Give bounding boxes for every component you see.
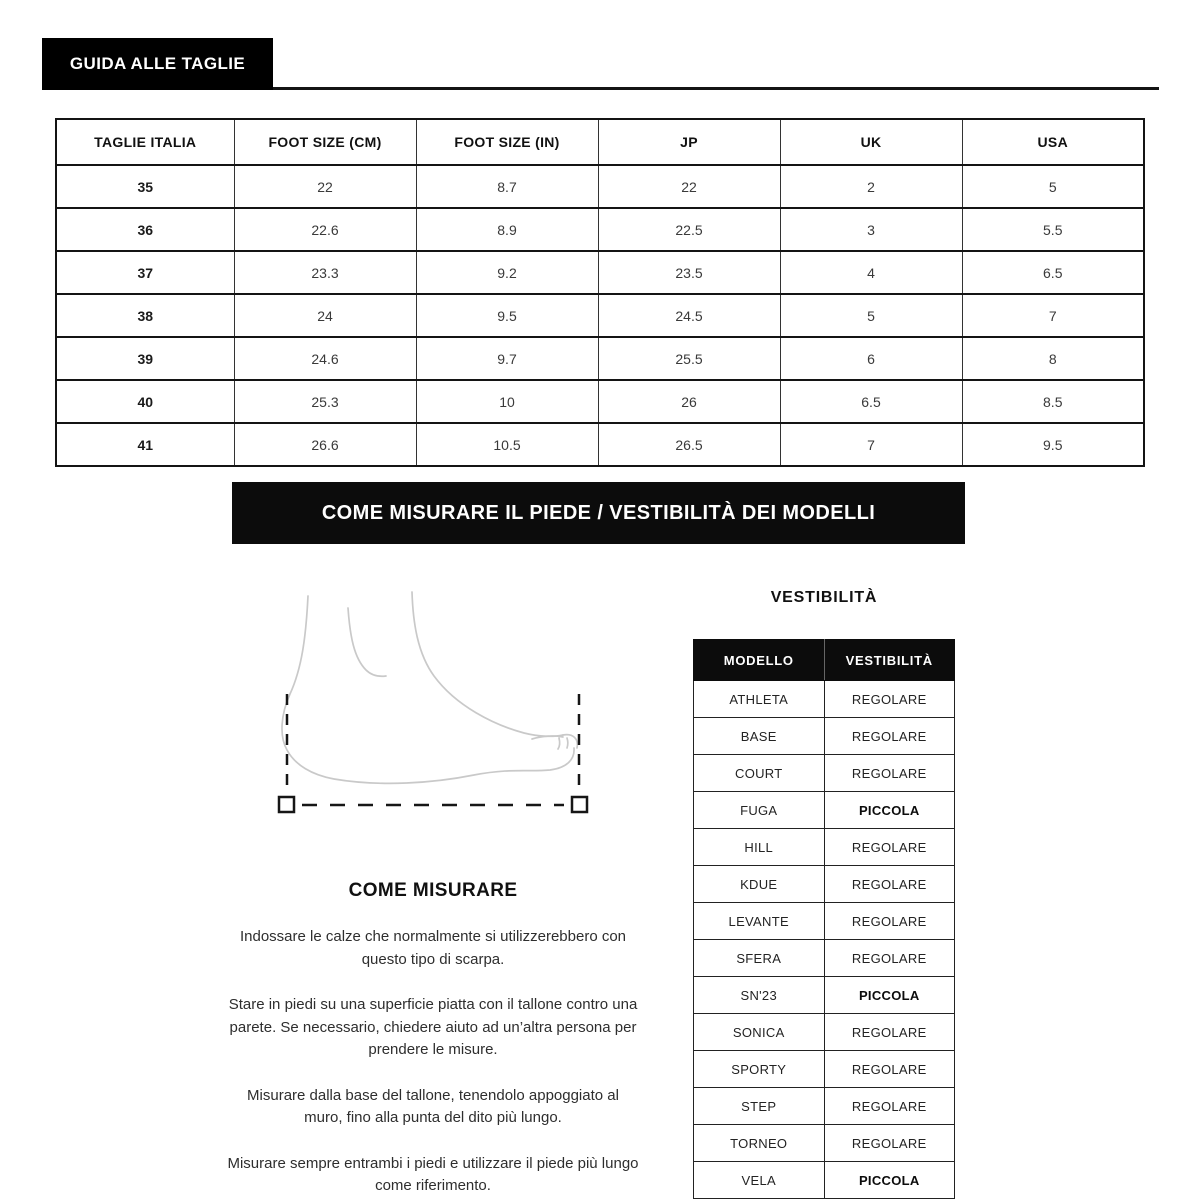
cell-size-it: 36 [56,208,234,251]
fit-model: SN'23 [694,977,825,1014]
fit-row [694,792,955,829]
col-header-usa: USA [962,119,1144,165]
cell-uk: 7 [780,423,962,466]
fit-model: SPORTY [694,1051,825,1088]
tab-guida-alle-taglie[interactable] [42,38,273,90]
fit-row [694,681,955,718]
table-row [56,294,1144,337]
tab-label: GUIDA ALLE TAGLIE [69,54,246,73]
fit-row [694,977,955,1014]
fit-model: KDUE [694,866,825,903]
foot-measurement-illustration [266,586,600,837]
table-row [56,251,1144,294]
left-measure-marker [279,797,294,812]
fit-model: ATHLETA [694,681,825,718]
fit-model: SFERA [694,940,825,977]
fit-section-title: VESTIBILITÀ [770,589,878,606]
cell-usa: 7 [962,294,1144,337]
cell-cm: 22 [234,165,416,208]
cell-usa: 5 [962,165,1144,208]
fit-model: COURT [694,755,825,792]
fit-header-row [694,640,955,681]
fit-table [693,639,955,1199]
cell-in: 8.9 [416,208,598,251]
fit-row [694,755,955,792]
cell-jp: 26.5 [598,423,780,466]
cell-in: 10 [416,380,598,423]
fit-model: VELA [694,1162,825,1199]
fit-row [694,866,955,903]
cell-size-it: 41 [56,423,234,466]
measure-paragraph-4: Misurare sempre entrambi i piedi e utilizzare il piede più lungo come riferimento. [227,1154,639,1194]
fit-value: REGOLARE [824,829,955,866]
col-header-taglie-italia: TAGLIE ITALIA [56,119,234,165]
cell-in: 9.7 [416,337,598,380]
cell-jp: 26 [598,380,780,423]
cell-cm: 26.6 [234,423,416,466]
fit-value: REGOLARE [824,681,955,718]
fit-value: REGOLARE [824,1014,955,1051]
col-header-jp: JP [598,119,780,165]
col-header-foot-size-cm: FOOT SIZE (CM) [234,119,416,165]
fit-row [694,718,955,755]
fit-value: REGOLARE [824,940,955,977]
table-header-row [56,119,1144,165]
fit-row [694,1051,955,1088]
cell-usa: 6.5 [962,251,1144,294]
cell-jp: 25.5 [598,337,780,380]
table-row [56,165,1144,208]
cell-jp: 24.5 [598,294,780,337]
fit-value: REGOLARE [824,1051,955,1088]
fit-col-header-modello: MODELLO [694,640,825,681]
measure-paragraph-2: Stare in piedi su una superficie piatta con il tallone contro una parete. Se necessario, chiedere aiuto ad un’altra persona per prendere le misure. [228,996,638,1058]
fit-value: REGOLARE [824,1125,955,1162]
fit-value: REGOLARE [824,718,955,755]
fit-row [694,940,955,977]
cell-cm: 24 [234,294,416,337]
fit-model: LEVANTE [694,903,825,940]
table-row [56,337,1144,380]
fit-value: PICCOLA [824,977,955,1014]
fit-model: STEP [694,1088,825,1125]
cell-size-it: 37 [56,251,234,294]
fit-row [694,903,955,940]
foot-outline [282,592,577,783]
cell-jp: 23.5 [598,251,780,294]
measure-paragraph-1: Indossare le calze che normalmente si utilizzerebbero con questo tipo di scarpa. [239,928,627,968]
fit-row [694,1088,955,1125]
fit-row [694,829,955,866]
cell-in: 9.2 [416,251,598,294]
cell-cm: 24.6 [234,337,416,380]
foot-outline-drawing [266,586,600,832]
cell-cm: 22.6 [234,208,416,251]
fit-value: PICCOLA [824,1162,955,1199]
fit-col-header-vestibilita: VESTIBILITÀ [824,640,955,681]
fit-value: REGOLARE [824,903,955,940]
fit-value: REGOLARE [824,755,955,792]
fit-model: HILL [694,829,825,866]
cell-cm: 25.3 [234,380,416,423]
cell-size-it: 39 [56,337,234,380]
cell-uk: 3 [780,208,962,251]
cell-usa: 8.5 [962,380,1144,423]
cell-cm: 23.3 [234,251,416,294]
fit-row [694,1125,955,1162]
table-row [56,208,1144,251]
cell-size-it: 40 [56,380,234,423]
cell-in: 10.5 [416,423,598,466]
fit-value: REGOLARE [824,866,955,903]
cell-uk: 6.5 [780,380,962,423]
how-to-measure-title: COME MISURARE [348,880,518,901]
fit-model: TORNEO [694,1125,825,1162]
fit-model: FUGA [694,792,825,829]
cell-in: 8.7 [416,165,598,208]
section-banner [232,482,965,544]
cell-size-it: 38 [56,294,234,337]
cell-usa: 9.5 [962,423,1144,466]
col-header-uk: UK [780,119,962,165]
fit-row [694,1162,955,1199]
cell-uk: 4 [780,251,962,294]
cell-uk: 5 [780,294,962,337]
measurement-dashed-lines [279,694,587,812]
table-row [56,423,1144,466]
size-conversion-table [55,118,1145,467]
measure-paragraph-3: Misurare dalla base del tallone, tenendolo appoggiato al muro, fino alla punta del dito più lungo. [247,1086,619,1126]
fit-model: SONICA [694,1014,825,1051]
table-row [56,380,1144,423]
cell-jp: 22 [598,165,780,208]
right-measure-marker [572,797,587,812]
cell-usa: 8 [962,337,1144,380]
cell-size-it: 35 [56,165,234,208]
fit-row [694,1014,955,1051]
fit-value: REGOLARE [824,1088,955,1125]
cell-uk: 2 [780,165,962,208]
fit-model: BASE [694,718,825,755]
banner-title: COME MISURARE IL PIEDE / VESTIBILITÀ DEI MODELLI [321,501,876,524]
cell-usa: 5.5 [962,208,1144,251]
fit-value: PICCOLA [824,792,955,829]
cell-jp: 22.5 [598,208,780,251]
how-to-measure-section [226,880,640,1200]
cell-uk: 6 [780,337,962,380]
cell-in: 9.5 [416,294,598,337]
col-header-foot-size-in: FOOT SIZE (IN) [416,119,598,165]
